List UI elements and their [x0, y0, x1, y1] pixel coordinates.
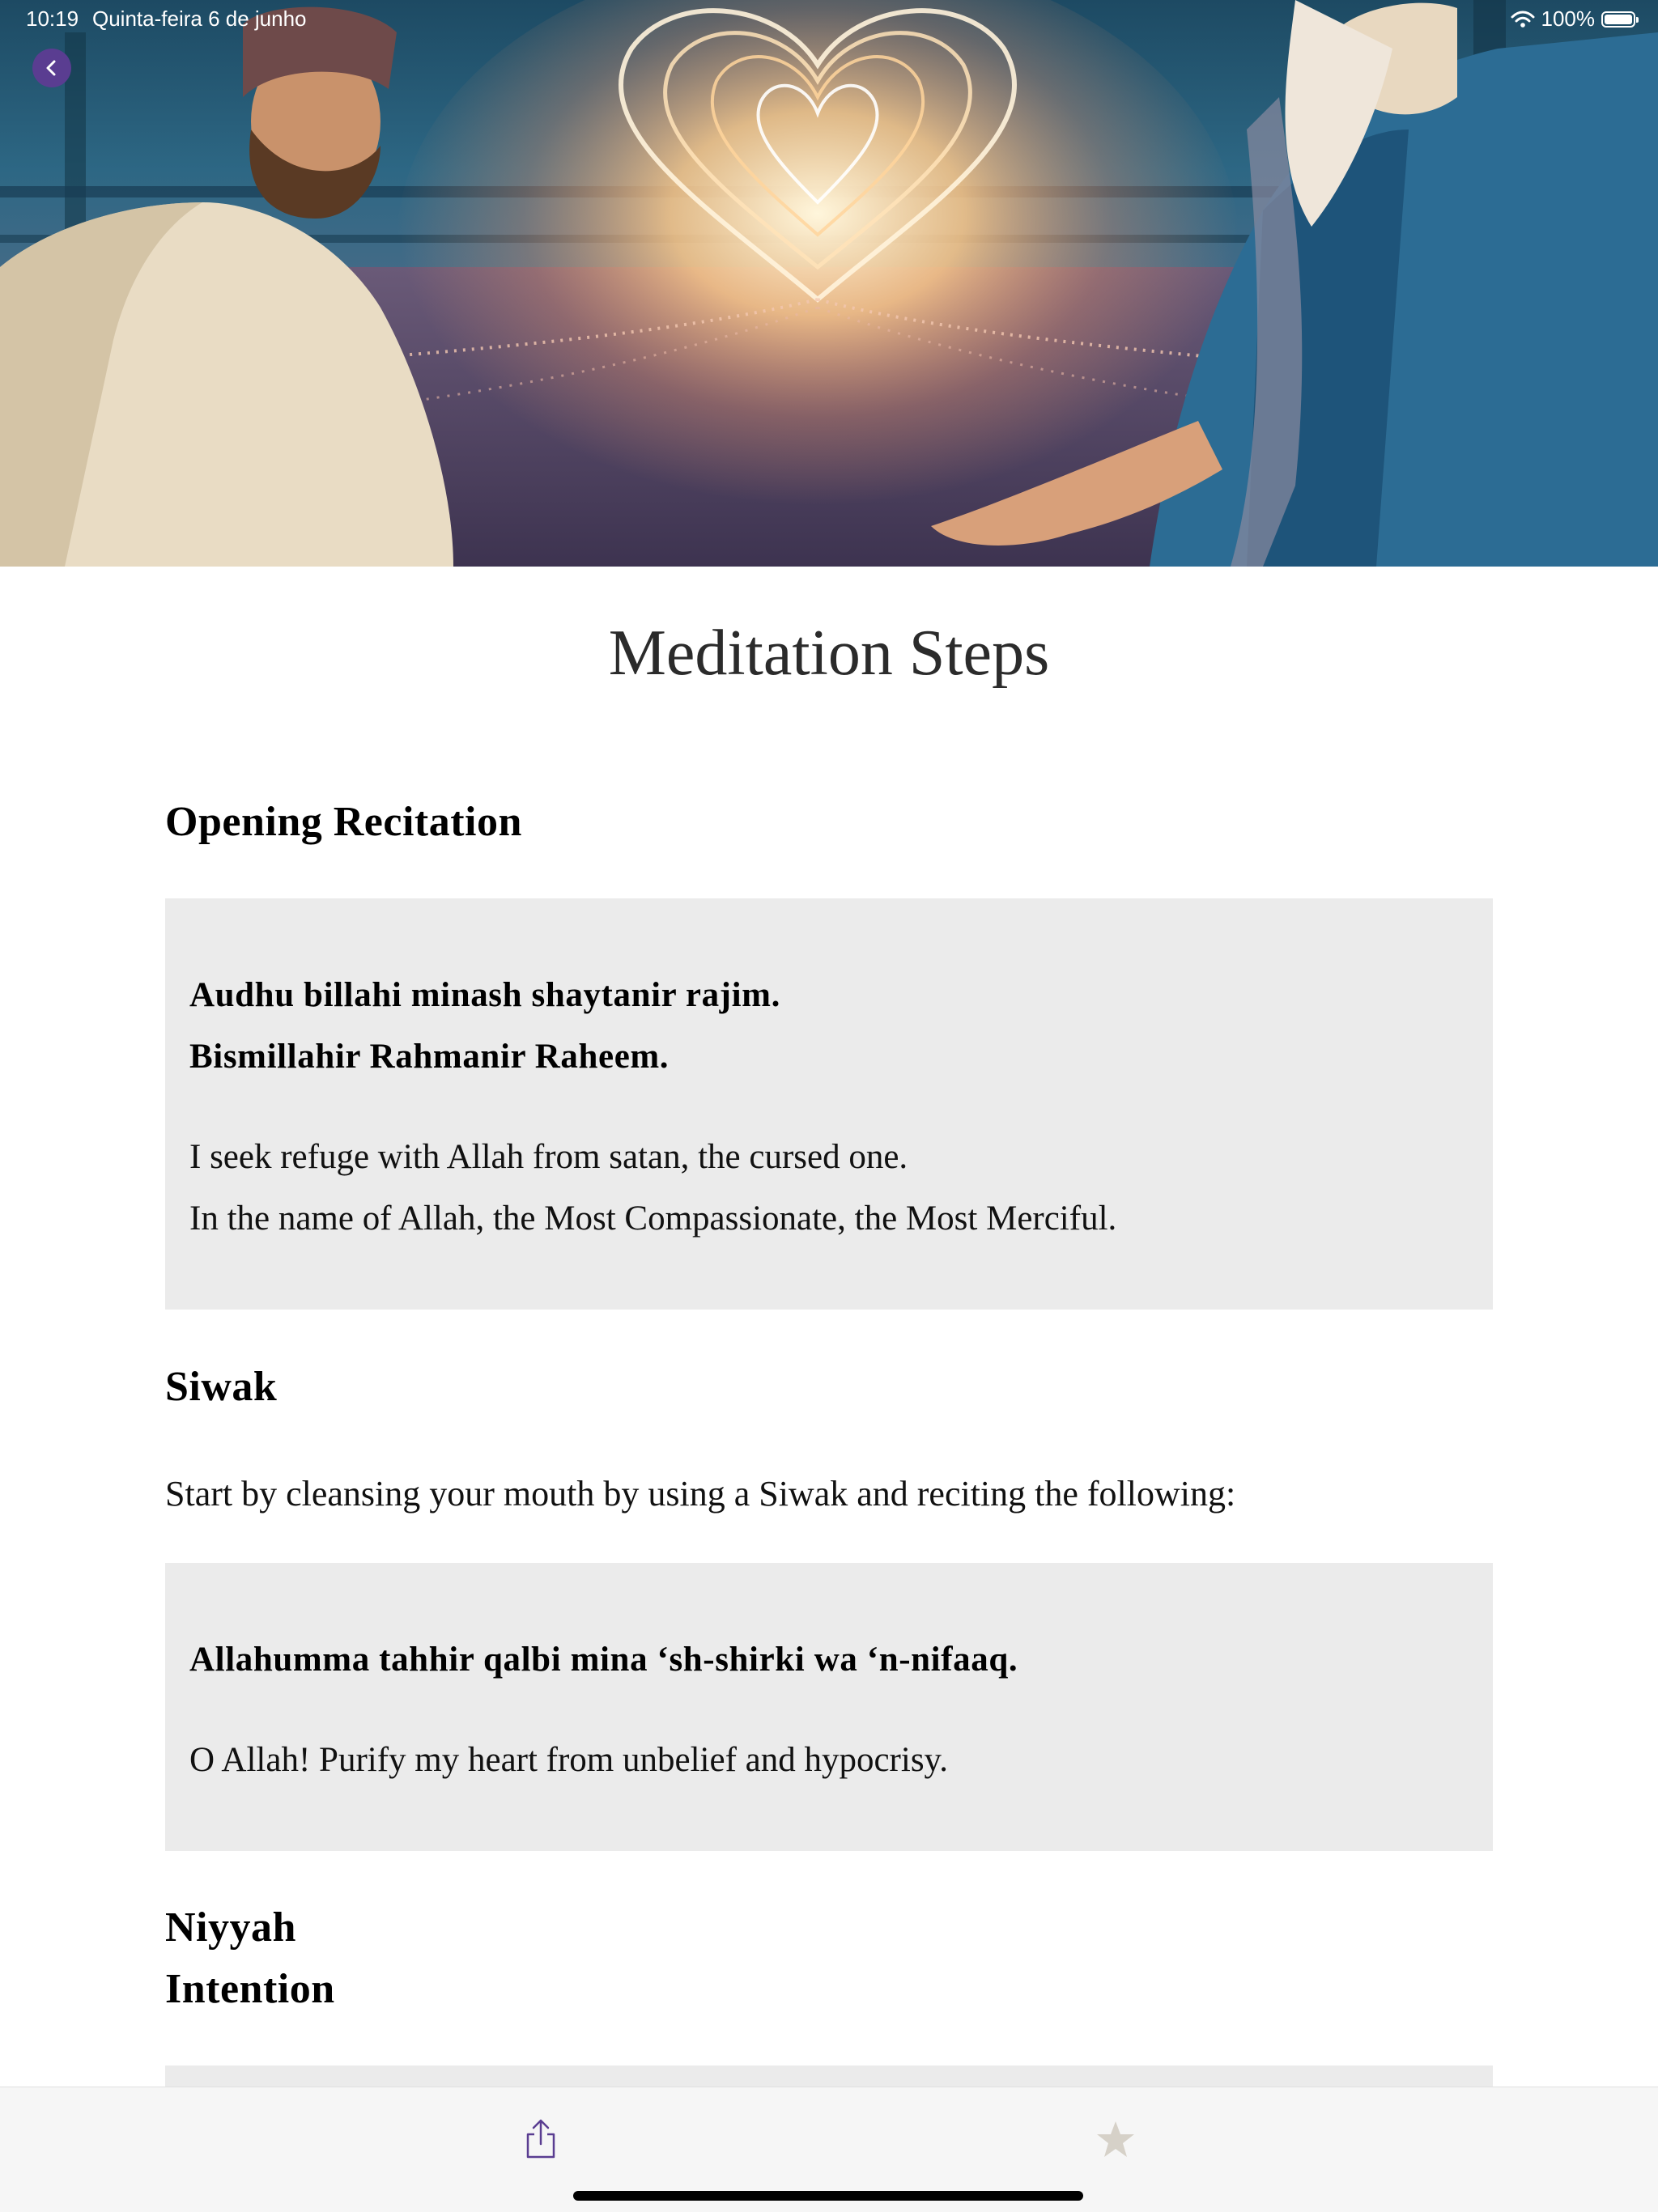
recitation-arabic-line-1: Audhu billahi minash shaytanir rajim. [189, 976, 780, 1014]
section-heading-intention: Intention [165, 1966, 335, 2012]
share-icon [523, 2118, 559, 2160]
page-title: Meditation Steps [608, 618, 1050, 689]
section-heading-opening: Opening Recitation [165, 799, 522, 845]
star-icon [1095, 2120, 1136, 2159]
siwak-translation-line: O Allah! Purify my heart from unbelief and hypocrisy. [189, 1741, 949, 1779]
back-button[interactable] [32, 49, 71, 87]
favorite-button[interactable] [1083, 2107, 1148, 2172]
bottom-toolbar [0, 2087, 1658, 2212]
battery-percent: 100% [1541, 6, 1595, 31]
chevron-left-icon [42, 58, 62, 78]
recitation-translation-line-2: In the name of Allah, the Most Compassionate, the Most Merciful. [189, 1199, 1117, 1238]
hero-illustration [0, 0, 1658, 567]
status-date: Quinta-feira 6 de junho [92, 6, 307, 31]
wifi-icon [1511, 11, 1535, 28]
share-button[interactable] [508, 2107, 573, 2172]
siwak-intro-text: Start by cleansing your mouth by using a Siwak and reciting the following: [165, 1474, 1236, 1514]
recitation-translation-line-1: I seek refuge with Allah from satan, the cursed one. [189, 1138, 908, 1176]
section-heading-siwak: Siwak [165, 1364, 278, 1410]
niyyah-recitation-box [165, 2066, 1493, 2087]
home-indicator [573, 2191, 1083, 2201]
status-indicators [1511, 6, 1636, 32]
section-heading-niyyah: Niyyah [165, 1904, 296, 1951]
status-time: 10:19 [26, 6, 79, 31]
recitation-arabic-line-2: Bismillahir Rahmanir Raheem. [189, 1038, 670, 1076]
siwak-recitation-box [165, 1563, 1493, 1851]
content-sheet [0, 567, 1658, 2087]
siwak-arabic-line: Allahumma tahhir qalbi mina ‘sh-shirki wa ‘n-nifaaq. [189, 1641, 1018, 1679]
opening-recitation-box [165, 898, 1493, 1310]
hero-image [0, 0, 1658, 567]
status-bar [0, 0, 1658, 37]
battery-icon [1601, 11, 1635, 28]
